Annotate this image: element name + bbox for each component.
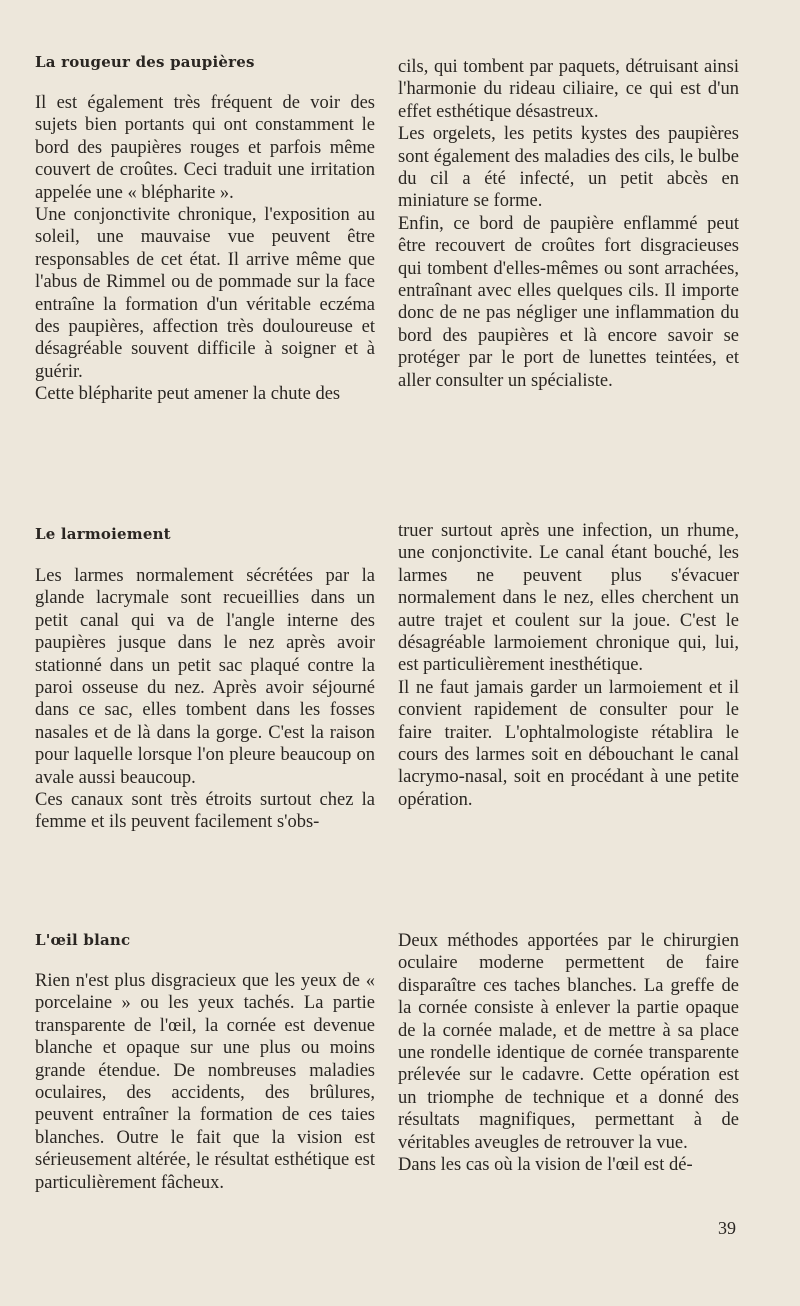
paragraph: Enfin, ce bord de paupière enflammé peut être recouvert de croûtes fort disgracieuses qui tombent d'elles-mêmes ou sont arrachées, entraînant avec elles quelques cils. Il importe donc de ne pas négliger une inflammation du bord des paupières et là encore savoir se protéger par le port de lunettes teintées, et aller consulter un spécialiste. bbox=[398, 213, 739, 391]
section-oeil-blanc-left-column bbox=[35, 970, 375, 1194]
paragraph: Il ne faut jamais garder un larmoiement et il convient rapidement de consulter pour le faire traiter. L'ophtalmologiste rétablira le cours des larmes soit en débouchant le canal lacrymo-nasal, soit en procédant à une petite opération. bbox=[398, 677, 739, 810]
paragraph: Les larmes normalement sécrétées par la glande lacrymale sont recueillies dans un petit canal qui va de l'angle interne des paupières jusque dans le nez après avoir stationné dans un petit sac plaqué contre la paroi osseuse du nez. Après avoir séjourné dans ce sac, elles tombent dans les fosses nasales et de là dans la gorge. C'est la raison pour laquelle lorsque l'on pleure beaucoup on avale aussi beaucoup. bbox=[35, 566, 375, 788]
section-rougeur-right-column bbox=[398, 56, 739, 392]
paragraph: truer surtout après une infection, un rhume, une conjonctivite. Le canal étant bouché, les larmes ne peuvent plus s'évacuer normalement dans le nez, elles cherchent un autre trajet et coulent sur la joue. C'est le désagréable larmoiement chronique qui, lui, est particulièrement inesthétique. bbox=[398, 521, 739, 676]
paragraph: Cette blépharite peut amener la chute des bbox=[35, 384, 341, 405]
section-larmoiement-right-column bbox=[398, 520, 739, 811]
section-heading-larmoiement: Le larmoiement bbox=[35, 525, 171, 543]
paragraph: Une conjonctivite chronique, l'exposition au soleil, une mauvaise vue peuvent être responsables de cet état. Il arrive même que l'abus de Rimmel ou de pommade sur la face entraîne la formation d'un véritable eczéma des paupières, affection très douloureuse et désagréable souvent difficile à soigner et à guérir. bbox=[35, 205, 375, 382]
section-heading-oeil-blanc: L'œil blanc bbox=[35, 931, 131, 949]
section-oeil-blanc-right-column bbox=[398, 930, 739, 1176]
page-number: 39 bbox=[718, 1218, 736, 1238]
paragraph: Dans les cas où la vision de l'œil est dé- bbox=[398, 1155, 693, 1176]
paragraph: Ces canaux sont très étroits surtout chez la femme et ils peuvent facilement s'obs- bbox=[35, 790, 375, 833]
section-rougeur-left-column bbox=[35, 92, 375, 406]
paragraph: cils, qui tombent par paquets, détruisant ainsi l'harmonie du rideau ciliaire, ce qui est d'un effet esthétique désastreux. bbox=[398, 57, 739, 122]
paragraph: Les orgelets, les petits kystes des paupières sont également des maladies des cils, le bulbe du cil a été infecté, un petit abcès en miniature se forme. bbox=[398, 124, 739, 212]
section-heading-rougeur: La rougeur des paupières bbox=[35, 53, 255, 71]
paragraph: Deux méthodes apportées par le chirurgien oculaire moderne permettent de faire disparaître ces taches blanches. La greffe de la cornée consiste à enlever la partie opaque de la cornée malade, et de mettre à sa place une rondelle identique de cornée transparente prélevée sur le cadavre. Cette opération est un triomphe de technique et a donné des résultats magnifiques, permettant à de véritables aveugles de retrouver la vue. bbox=[398, 931, 739, 1153]
paragraph: Rien n'est plus disgracieux que les yeux de « porcelaine » ou les yeux tachés. La partie transparente de l'œil, la cornée est devenue blanche et opaque sur une plus ou moins grande étendue. De nombreuses maladies oculaires, des accidents, des brûlures, peuvent entraîner la formation de ces taies blanches. Outre le fait que la vision est sérieusement altérée, le résultat esthétique est particulièrement fâcheux. bbox=[35, 971, 375, 1193]
section-larmoiement-left-column bbox=[35, 565, 375, 834]
paragraph: Il est également très fréquent de voir des sujets bien portants qui ont constamment le bord des paupières rouges et parfois même couvert de croûtes. Ceci traduit une irritation appelée une « blépharite ». bbox=[35, 93, 375, 203]
